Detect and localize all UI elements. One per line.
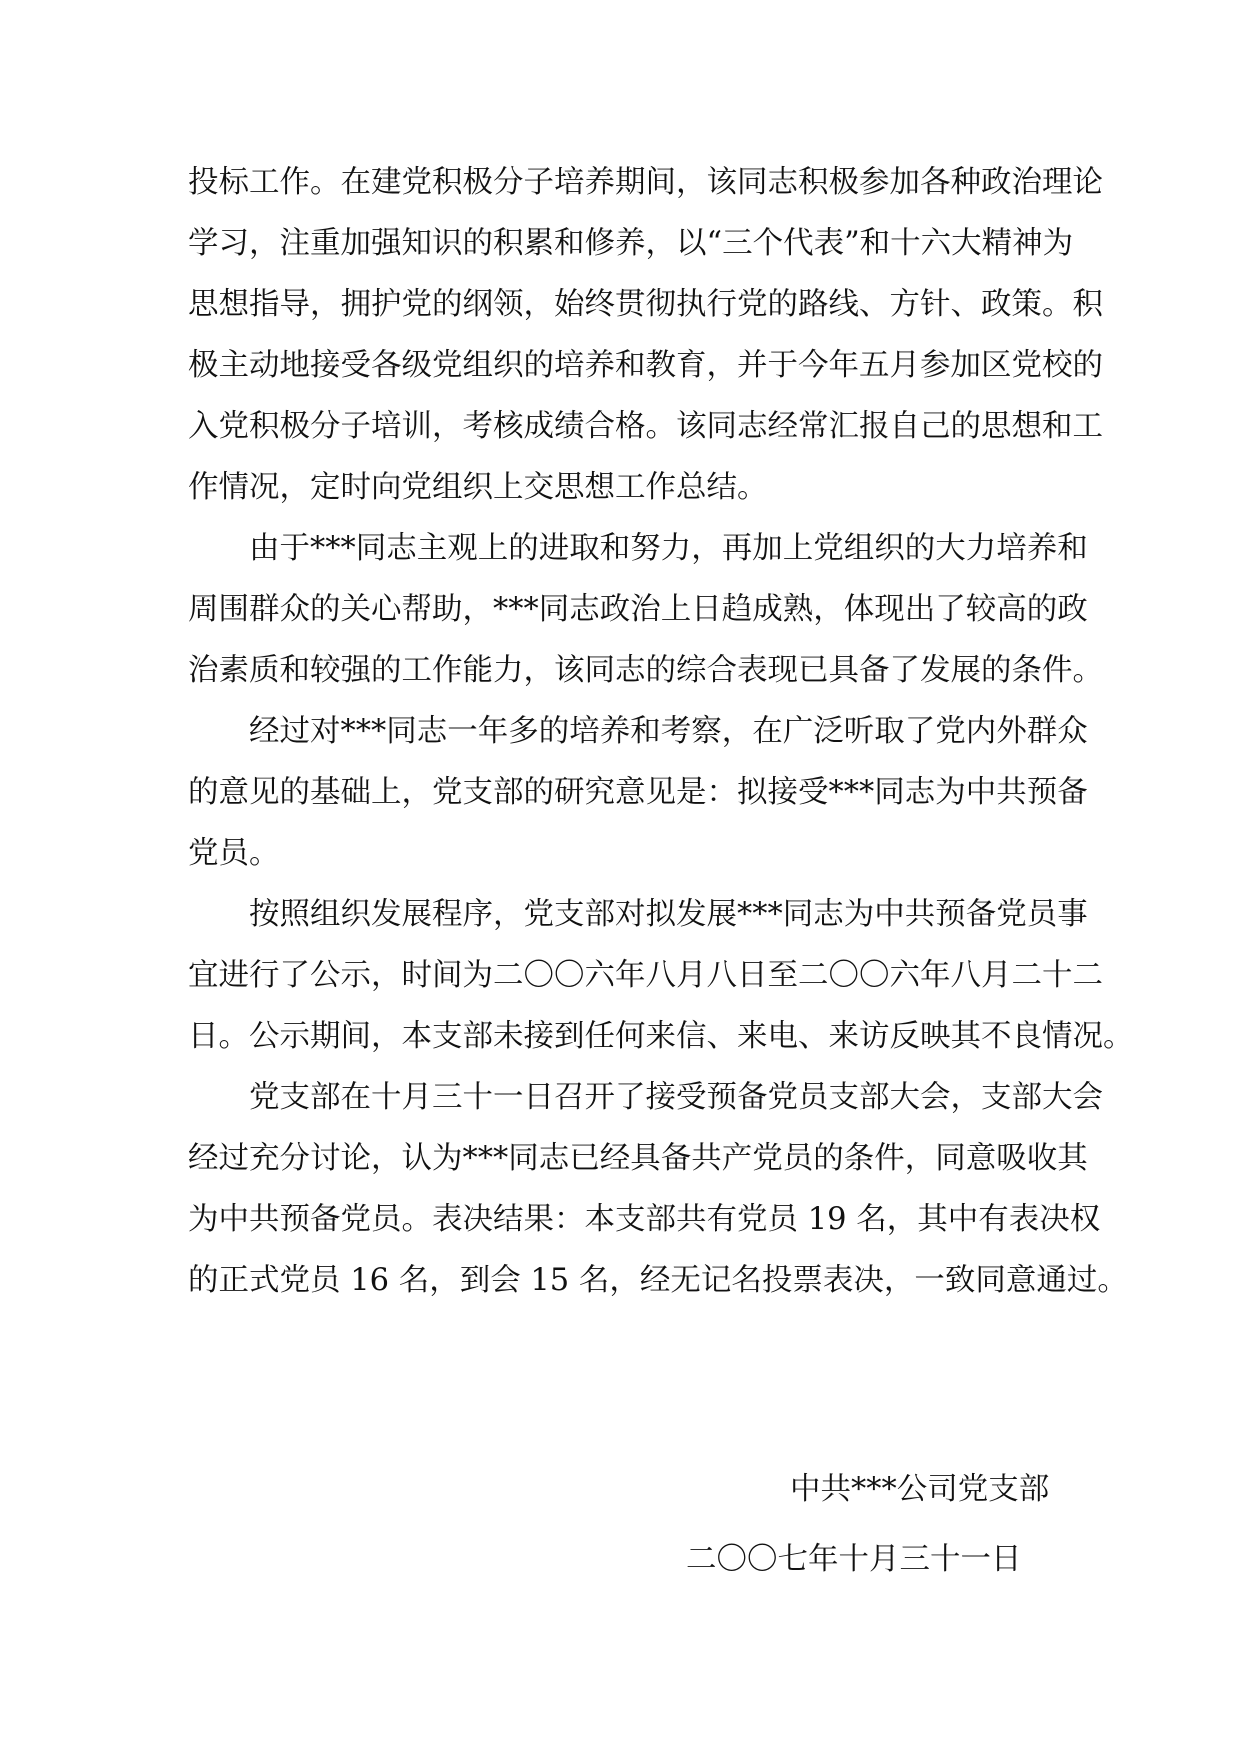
- text-line: 的意见的基础上，党支部的研究意见是：拟接受***同志为中共预备: [188, 775, 1088, 810]
- signature-date: 二〇〇七年十月三十一日: [686, 1542, 1022, 1577]
- text-line: 学习，注重加强知识的积累和修养，以“三个代表”和十六大精神为: [188, 226, 1074, 261]
- text-line: 按照组织发展程序，党支部对拟发展***同志为中共预备党员事: [249, 897, 1088, 932]
- signature-organization: 中共***公司党支部: [790, 1472, 1050, 1507]
- text-line: 党员。: [188, 836, 280, 871]
- text-line: 极主动地接受各级党组织的培养和教育，并于今年五月参加区党校的: [188, 348, 1103, 383]
- text-line: 党支部在十月三十一日召开了接受预备党员支部大会，支部大会: [249, 1080, 1103, 1115]
- paragraph-1: [188, 152, 1103, 518]
- paragraph-2: [188, 518, 1103, 701]
- text-line: 思想指导，拥护党的纲领，始终贯彻执行党的路线、方针、政策。积: [188, 287, 1103, 322]
- text-line: 作情况，定时向党组织上交思想工作总结。: [188, 470, 768, 505]
- text-line: 经过对***同志一年多的培养和考察，在广泛听取了党内外群众: [249, 714, 1088, 749]
- document-body: [188, 152, 1134, 1311]
- text-line: 的正式党员 16 名，到会 15 名，经无记名投票表决，一致同意通过。: [188, 1263, 1128, 1298]
- paragraph-5: [188, 1067, 1128, 1311]
- paragraph-3: [188, 701, 1088, 884]
- text-line: 周围群众的关心帮助，***同志政治上日趋成熟，体现出了较高的政: [188, 592, 1088, 627]
- text-line: 日。公示期间，本支部未接到任何来信、来电、来访反映其不良情况。: [188, 1019, 1134, 1054]
- text-line: 由于***同志主观上的进取和努力，再加上党组织的大力培养和: [249, 531, 1088, 566]
- text-line: 治素质和较强的工作能力，该同志的综合表现已具备了发展的条件。: [188, 653, 1103, 688]
- text-line: 宜进行了公示，时间为二〇〇六年八月八日至二〇〇六年八月二十二: [188, 958, 1103, 993]
- text-line: 经过充分讨论，认为***同志已经具备共产党员的条件，同意吸收其: [188, 1141, 1088, 1176]
- text-line: 入党积极分子培训，考核成绩合格。该同志经常汇报自己的思想和工: [188, 409, 1103, 444]
- text-line: 投标工作。在建党积极分子培养期间，该同志积极参加各种政治理论: [188, 165, 1103, 200]
- paragraph-4: [188, 884, 1134, 1067]
- text-line: 为中共预备党员。表决结果：本支部共有党员 19 名，其中有表决权: [188, 1202, 1101, 1237]
